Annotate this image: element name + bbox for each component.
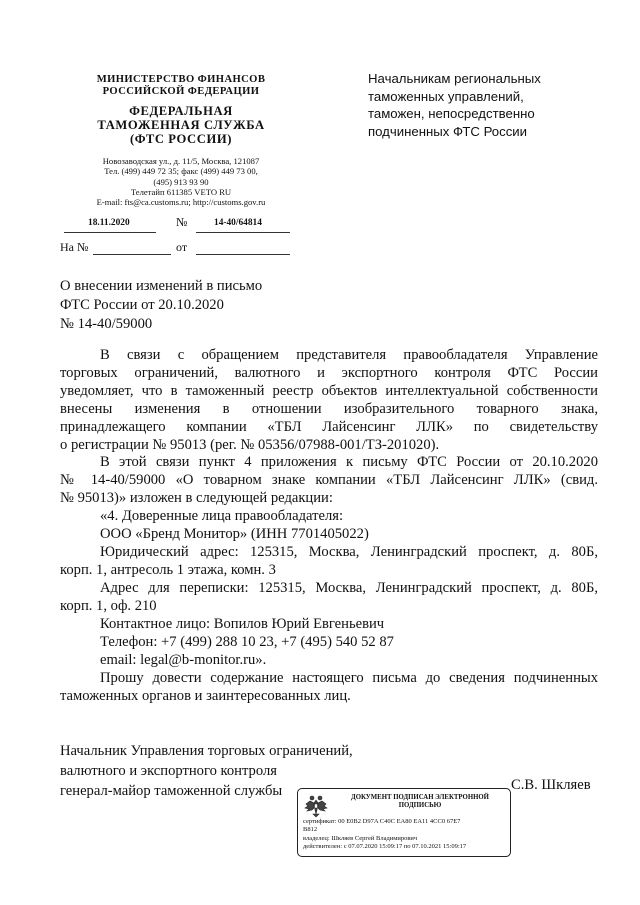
number-underline (196, 232, 290, 233)
legal-address: Юридический адрес: 125315, Москва, Ленинградский проспект, д. 80Б, (100, 544, 598, 560)
stamp-title: ДОКУМЕНТ ПОДПИСАН ЭЛЕКТРОННОЙ ПОДПИСЬЮ (351, 794, 489, 810)
contact-phone: Телефон: +7 (499) 288 10 23, +7 (495) 540 52 87 (100, 634, 394, 650)
stamp-certificate-tail: B812 (303, 826, 318, 834)
contact-email: email: legal@b-monitor.ru». (100, 652, 267, 668)
quoted-item-4: «4. Доверенные лица правообладателя: ООО «Бренд Монитор» (ИНН 7701405022) Юридический адрес: 125315, Москва, Ленинградский проспект, д. 80Б, корп. 1, антресоль 1 этажа, комн. 3 Адрес для переписки: 125315, Москва, Ленинградский проспект, д. 80Б, корп. 1, оф. 210 Контактное лицо: Вопилов Юрий Евгеньевич Телефон: +7 (499) 288 10 23, +7 (495) 540 52 87 email: legal@b-monitor.ru». Прошу довести содержание настоящего письма до сведения подчиненных таможенных органов и заинтересованных лиц. (60, 508, 598, 704)
postal-address: Адрес для переписки: 125315, Москва, Ленинградский проспект, д. 80Б, (100, 580, 598, 596)
paragraph-notification: В связи с обращением представителя правообладателя Управление торговых ограничений, валютного и экспортного контроля ФТС России уведомляет, что в таможенный реестр объектов интеллектуальной собственности внесены изменения в отношении изобразительного товарного знака, принадлежащего компании «ТБЛ Лайсенсинг ЛЛК» по свидетельству о регистрации № 95013 (рег. № 05356/07988-001/ТЗ-201020). (60, 347, 598, 453)
trustees-heading: «4. Доверенные лица правообладателя: (100, 508, 343, 524)
letter-date: 18.11.2020 (88, 218, 130, 228)
letter-number-sign: № (176, 215, 188, 229)
date-underline (64, 232, 156, 233)
service-name: ФЕДЕРАЛЬНАЯ ТАМОЖЕННАЯ СЛУЖБА (ФТС РОССИИ) (97, 104, 265, 147)
ref-date-blank (196, 254, 290, 255)
signatory-name: С.В. Шкляев (511, 777, 591, 793)
signatory-position: Начальник Управления торговых ограничений, валютного и экспортного контроля генерал-майор таможенной службы (60, 743, 353, 800)
letter-number: 14-40/64814 (214, 218, 262, 228)
eagle-emblem-icon (303, 793, 329, 819)
stamp-validity: действителен: с 07.07.2020 15:09:17 по 07.10.2021 15:09:17 (303, 842, 467, 850)
paragraph-amendment: В этой связи пункт 4 приложения к письму ФТС России от 20.10.2020 № 14-40/59000 «О товарном знаке компании «ТБЛ Лайсенсинг ЛЛК» (свид. № 95013)» изложен в следующей редакции: (60, 454, 598, 506)
trustee-company: ООО «Бренд Монитор» (ИНН 7701405022) (100, 526, 369, 542)
addressee: Начальникам региональных таможенных управлений, таможен, непосредственно подчиненных ФТС России (368, 71, 541, 139)
stamp-certificate: сертификат: 00 E0B2 D97A C40C EA80 EA11 4CC0 67E7 (303, 818, 461, 825)
stamp-details (303, 818, 466, 851)
ref-from-label: от (176, 240, 188, 254)
letter-subject: О внесении изменений в письмо ФТС России от 20.10.2020 № 14-40/59000 (60, 278, 263, 332)
closing-request: Прошу довести содержание настоящего письма до сведения подчиненных (100, 670, 598, 686)
e-signature-stamp (297, 788, 511, 857)
ministry-name: МИНИСТЕРСТВО ФИНАНСОВ РОССИЙСКОЙ ФЕДЕРАЦИИ (96, 74, 266, 97)
ref-number-label: На № (60, 240, 89, 254)
contact-person: Контактное лицо: Вопилов Юрий Евгеньевич (100, 616, 385, 632)
ref-number-blank (93, 254, 171, 255)
service-address: Новозаводская ул., д. 11/5, Москва, 121087 Тел. (499) 449 72 35; факс (499) 449 73 00, (495) 913 93 90 Телетайп 611385 VETO RU E-mail: fts@ca.customs.ru; http://customs.gov.ru (96, 156, 266, 208)
stamp-owner: владелец: Шкляев Сергей Владимирович (303, 834, 418, 842)
